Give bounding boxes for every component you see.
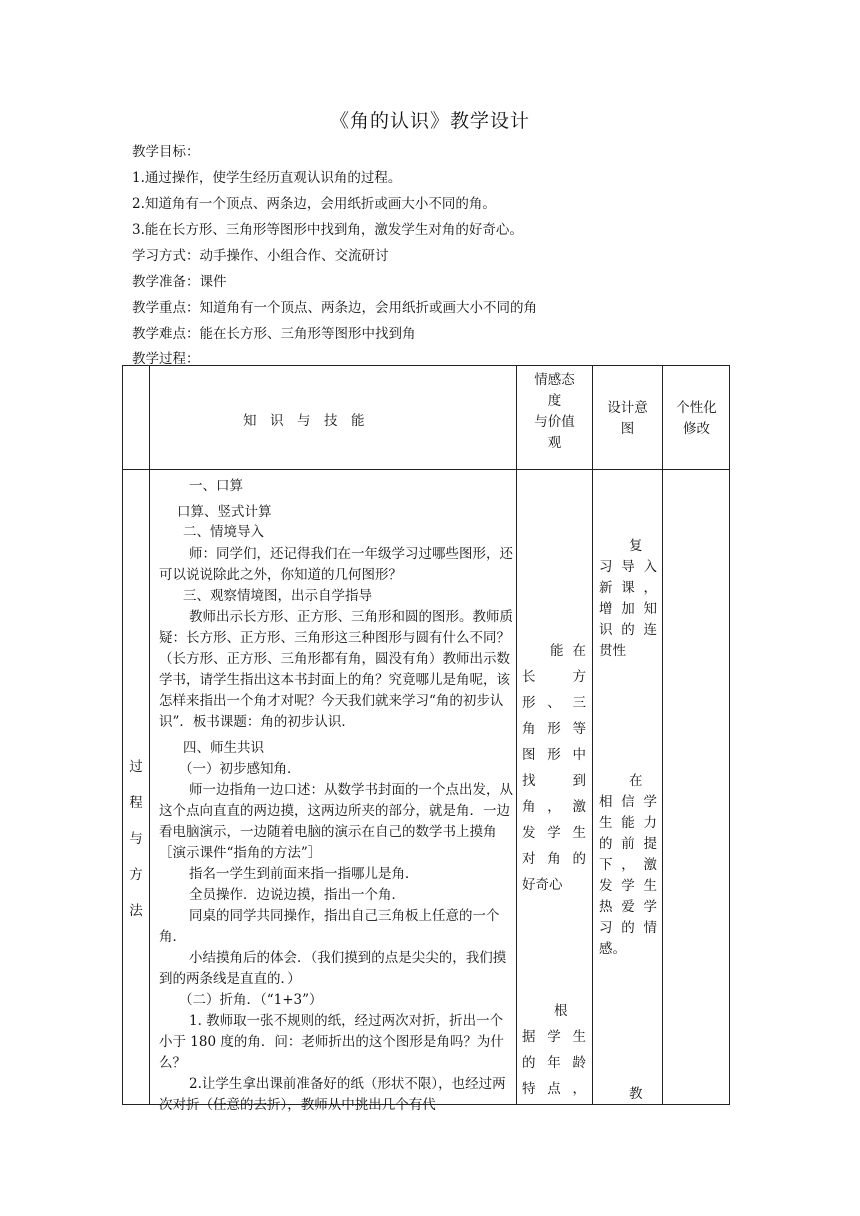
header-knowledge-skills: 知 识 与 技 能 (243, 413, 365, 429)
section-heading-objectives: 教学目标： (132, 144, 200, 160)
teaching-difficulty: 教学难点：能在长方形、三角形等图形中找到角 (132, 326, 416, 342)
content-fold-step-2: 2.让学生拿出课前准备好的纸（形状不限），也经过两次对折（任意的去折），教师从中挑出几个有代 (159, 1076, 506, 1113)
content-observe-text: 教师出示长方形、正方形、三角形和圆的图形。教师质疑：长方形、正方形、三角形这三种图形与圆有什么不同？（长方形、正方形、三角形都有角，圆没有角）教师出示数学书，请学生指出这本书封面上的角？究竟哪儿是角呢，该怎样来指出一个角才对呢？今天我们就来学习“角的初步认识”．板书课题：角的初步认识． (159, 609, 513, 730)
content-desk-mates: 同桌的同学共同操作，指出自己三角板上任意的一个角． (159, 908, 500, 945)
content-situation-text: 师：同学们，还记得我们在一年级学习过哪些图形，还可以说说除此之外，你知道的几何图形？ (159, 546, 513, 583)
design-intent-text-2: 在 相信学 生能力 的前提 下，激 发学生 热爱学 习的情 感。 (599, 773, 657, 957)
content-oral-calc: 口算、竖式计算 (177, 504, 272, 520)
objective-3: 3.能在长方形、三角形等图形中找到角，激发学生对角的好奇心。 (132, 222, 523, 238)
header-emotion-values: 情感态 度 与价值 观 (534, 372, 575, 451)
content-situation-heading: 二、情境导入 (183, 524, 264, 540)
content-summary: 小结摸角后的体会．（我们摸到的点是尖尖的，我们摸到的两条线是直直的．） (159, 950, 507, 987)
content-all-operate: 全员操作．边说边摸，指出一个角． (189, 887, 405, 903)
content-fold-angle-heading: （二）折角．（“1+3”） (179, 992, 323, 1008)
teaching-key-point: 教学重点：知道角有一个顶点、两条边，会用纸折或画大小不同的角 (132, 300, 537, 316)
content-point-angle: 指名一学生到前面来指一指哪儿是角． (189, 866, 419, 882)
content-fold-step-1: 1. 教师取一张不规则的纸，经过两次对折，折出一个小于 180 度的角．问：老师折出的这个图形是角吗？为什么？ (159, 1013, 504, 1071)
teaching-preparation: 教学准备：课件 (132, 274, 227, 290)
side-label-process-and-method: 过 程 与 方 法 (129, 759, 143, 919)
header-personal-modification: 个性化 修改 (676, 400, 717, 437)
header-design-intent: 设计意 图 (607, 400, 648, 437)
design-intent-text-1: 复 习导入 新课， 增加知 识的连 贯性 (599, 538, 657, 659)
learning-method: 学习方式：动手操作、小组合作、交流研讨 (132, 248, 389, 264)
objective-1: 1.通过操作，使学生经历直观认识角的过程。 (132, 170, 402, 186)
teaching-process-heading: 教学过程： (132, 351, 200, 367)
emotion-values-text-1: 能在 长方 形、三 角形等 图形中 找到 角，激 发学生 对角的 好奇心 (522, 643, 586, 893)
content-observe-heading: 三、观察情境图，出示自学指导 (183, 588, 372, 604)
document-title: 《角的认识》教学设计 (329, 110, 530, 132)
content-perceive-angle-heading: （一）初步感知角． (179, 761, 301, 777)
objective-2: 2.知道角有一个顶点、两条边，会用纸折或画大小不同的角。 (132, 196, 496, 212)
lesson-plan-table (122, 365, 730, 1113)
content-perceive-angle-text: 师一边指角一边口述：从数学书封面的一个点出发，从这个点向直直的两边摸，这两边所夹的部分，就是角．一边看电脑演示，一边随着电脑的演示在自己的数学书上摸角［演示课件“指角的方法”］ (159, 782, 513, 861)
design-intent-text-3: 教 (629, 1086, 643, 1102)
emotion-values-text-2: 根 据学生 的年龄 特点， (522, 1003, 586, 1097)
content-oral-calc-heading: 一、口算 (189, 478, 243, 494)
content-consensus-heading: 四、师生共识 (183, 740, 264, 756)
